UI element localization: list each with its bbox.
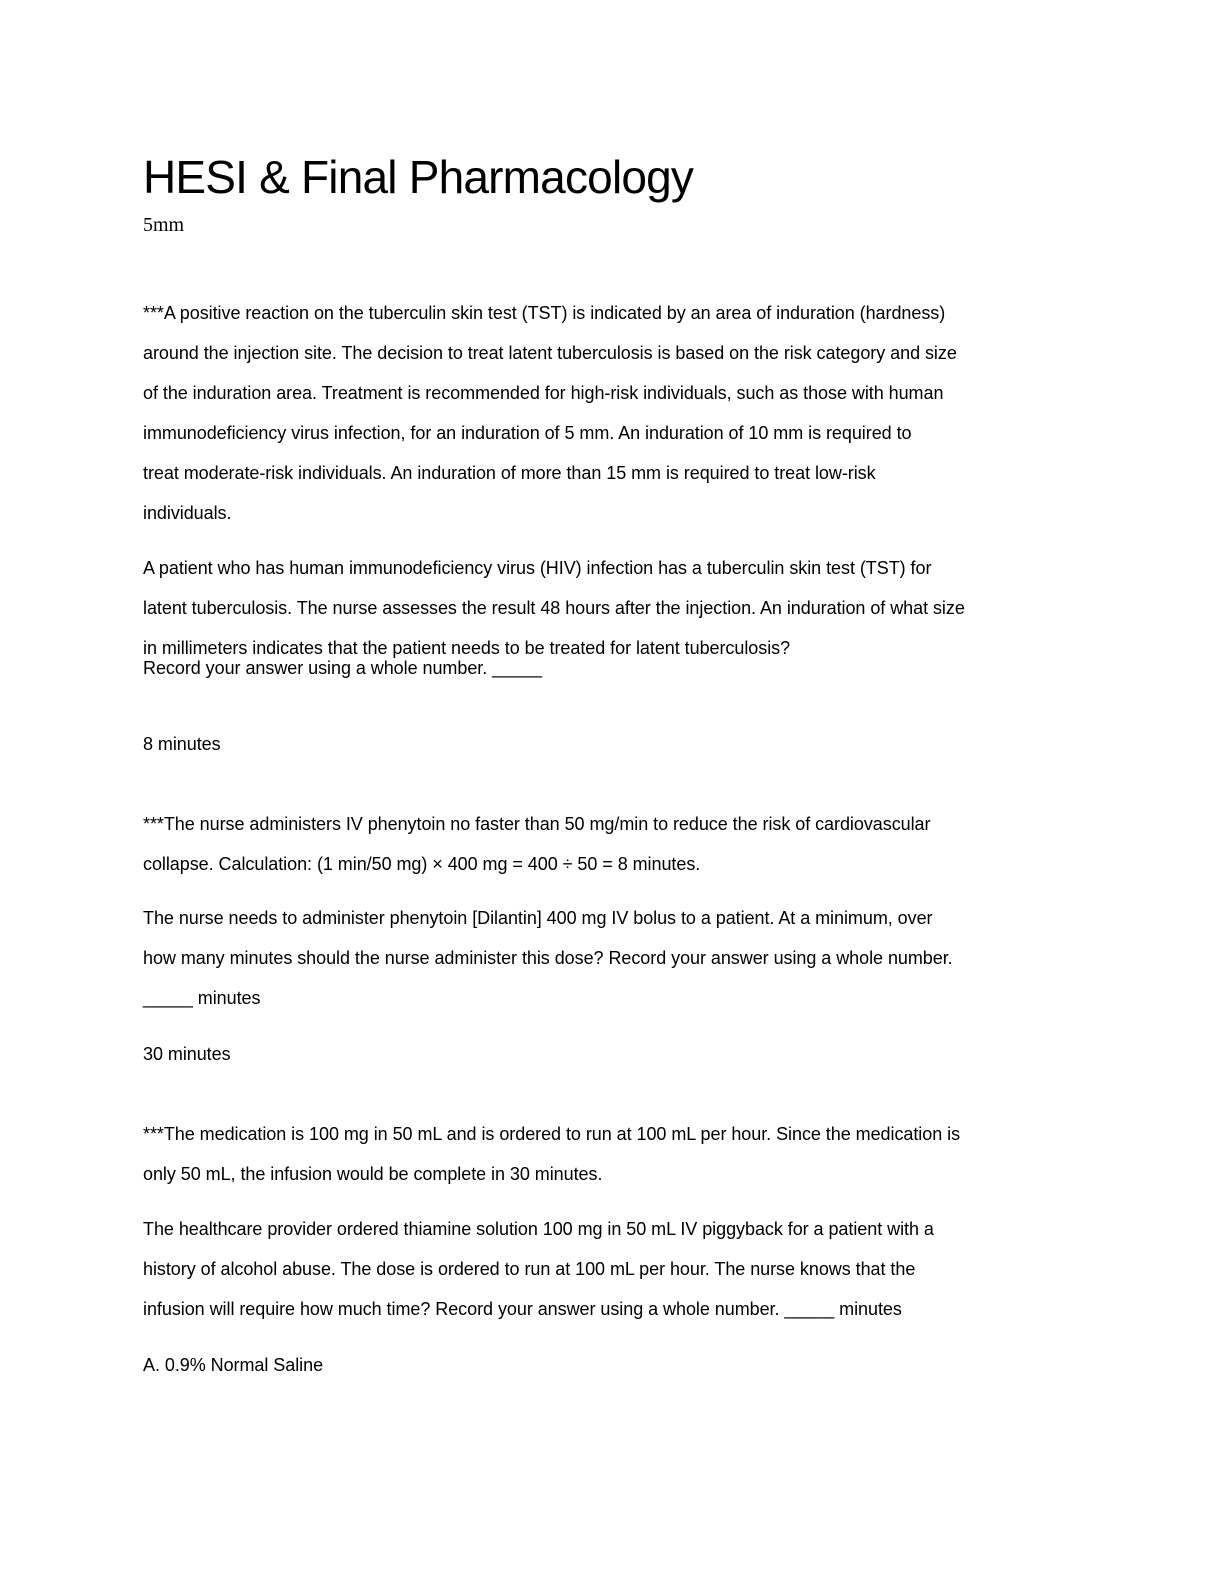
question-2-line: how many minutes should the nurse administer this dose? Record your answer using a whole number. — [143, 948, 953, 968]
question-2 — [143, 898, 1078, 1018]
question-1-line: A patient who has human immunodeficiency virus (HIV) infection has a tuberculin skin test (TST) for — [143, 558, 932, 578]
question-1-line: latent tuberculosis. The nurse assesses the result 48 hours after the injection. An induration of what size — [143, 598, 965, 618]
question-1-line: Record your answer using a whole number. _____ — [143, 658, 542, 678]
answer-3: 30 minutes — [143, 1044, 231, 1064]
rationale-3-line: only 50 mL, the infusion would be complete in 30 minutes. — [143, 1164, 603, 1184]
question-1-line: in millimeters indicates that the patient needs to be treated for latent tuberculosis? — [143, 638, 791, 658]
document-title: HESI & Final Pharmacology — [143, 151, 694, 203]
answer-1: 5mm — [143, 214, 185, 236]
rationale-1-line: of the induration area. Treatment is recommended for high-risk individuals, such as those with human — [143, 383, 944, 403]
answer-2: 8 minutes — [143, 734, 221, 754]
rationale-1-line: ***A positive reaction on the tuberculin skin test (TST) is indicated by an area of induration (hardness) — [143, 303, 946, 323]
rationale-2-line: collapse. Calculation: (1 min/50 mg) × 400 mg = 400 ÷ 50 = 8 minutes. — [143, 854, 701, 874]
rationale-1-line: immunodeficiency virus infection, for an induration of 5 mm. An induration of 10 mm is required to — [143, 423, 912, 443]
rationale-1-line: treat moderate-risk individuals. An induration of more than 15 mm is required to treat low-risk — [143, 463, 876, 483]
question-3-line: history of alcohol abuse. The dose is ordered to run at 100 mL per hour. The nurse knows that the — [143, 1259, 916, 1279]
rationale-2-line: ***The nurse administers IV phenytoin no faster than 50 mg/min to reduce the risk of cardiovascular — [143, 814, 931, 834]
rationale-1-line: individuals. — [143, 503, 232, 523]
rationale-1 — [143, 293, 1078, 533]
rationale-3-line: ***The medication is 100 mg in 50 mL and is ordered to run at 100 mL per hour. Since the medication is — [143, 1124, 961, 1144]
rationale-3 — [143, 1114, 1078, 1194]
rationale-1-line: around the injection site. The decision to treat latent tuberculosis is based on the risk category and size — [143, 343, 957, 363]
question-2-line: The nurse needs to administer phenytoin [Dilantin] 400 mg IV bolus to a patient. At a minimum, over — [143, 908, 933, 928]
rationale-2 — [143, 804, 1078, 884]
question-3 — [143, 1209, 1078, 1329]
question-2-line: _____ minutes — [143, 988, 261, 1008]
answer-4: A. 0.9% Normal Saline — [143, 1355, 324, 1375]
question-1 — [143, 548, 1078, 676]
question-3-line: infusion will require how much time? Record your answer using a whole number. _____ minutes — [143, 1299, 902, 1319]
question-3-line: The healthcare provider ordered thiamine solution 100 mg in 50 mL IV piggyback for a patient with a — [143, 1219, 934, 1239]
